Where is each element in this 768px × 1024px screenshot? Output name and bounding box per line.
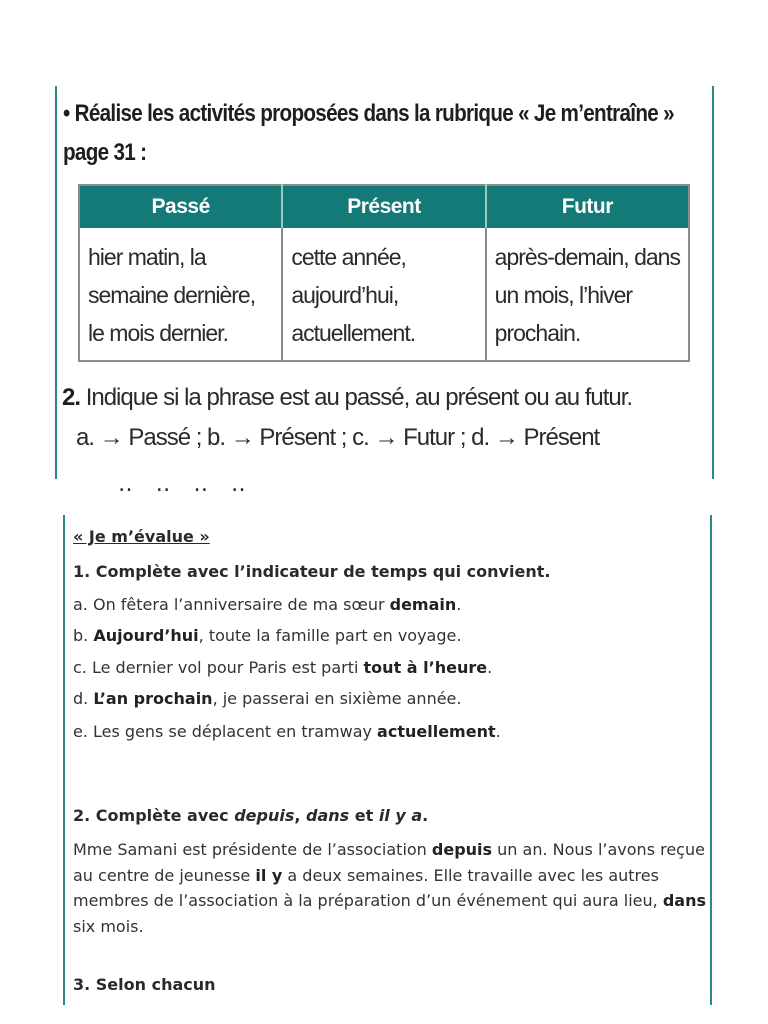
q2-sep-2: et [349, 806, 379, 825]
q2-word-depuis: depuis [234, 806, 295, 825]
para-segment: six mois. [73, 916, 144, 936]
para-answer: il y [255, 865, 283, 885]
list-item [73, 722, 501, 741]
section-heading: « Je m’évalue » [73, 527, 210, 546]
item-text-end: , je passerai en sixième année. [212, 689, 462, 708]
item-answer: L’an prochain [93, 689, 213, 708]
exercise-2-instruction [62, 384, 632, 412]
table-row [79, 228, 689, 361]
item-answer: actuellement [377, 722, 496, 741]
q2-word-dans: dans [306, 806, 350, 825]
exercise-panel-top [58, 84, 712, 497]
cell-passe: hier matin, la semaine dernière, le mois dernier. [79, 228, 282, 361]
question-2-paragraph [73, 837, 713, 939]
question-3-title: 3. Selon chacun [73, 975, 216, 994]
table-header-row [79, 185, 689, 228]
item-text: a. On fêtera l’anniversaire de ma sœur [73, 595, 390, 614]
question-1-title: 1. Complète avec l’indicateur de temps qui convient. [73, 562, 551, 581]
cropped-text-fragment: ‥ ‥ ‥ ‥ [118, 472, 254, 497]
para-answer: dans [662, 891, 706, 910]
header-futur: Futur [486, 185, 689, 228]
item-text-end: , toute la famille part en voyage. [198, 626, 462, 645]
cell-futur: après-demain, dans un mois, l’hiver prochain. [494, 244, 680, 346]
exercise-2-text: Indique si la phrase est au passé, au présent ou au futur. [85, 384, 633, 411]
para-answer: depuis [431, 840, 493, 859]
item-text: b. [73, 626, 94, 645]
list-item [73, 689, 461, 708]
para-segment: Mme Samani est présidente de l’association [73, 840, 432, 859]
item-text: d. [73, 689, 94, 708]
left-rule-top [55, 86, 57, 479]
item-text: e. Les gens se déplacent en tramway [73, 722, 378, 741]
list-item [73, 626, 461, 645]
tense-table [78, 184, 690, 362]
item-text-end: . [456, 595, 462, 614]
item-answer: tout à l’heure [363, 658, 488, 677]
item-text-end: . [487, 658, 493, 677]
q2-title-suffix: . [422, 806, 429, 825]
activity-title-text: Réalise les activités proposées dans la rubrique « Je m’entraîne » page 31 : [63, 100, 674, 166]
list-item [73, 595, 461, 614]
q2-sep-1: , [294, 806, 306, 825]
question-2-title [73, 806, 428, 825]
item-text: c. Le dernier vol pour Paris est parti [73, 658, 364, 677]
q2-word-il-y-a: il y a [378, 806, 423, 825]
exercise-2-number: 2. [62, 384, 81, 411]
item-text-end: . [495, 722, 501, 741]
exercise-2-answer: a. → Passé ; b. → Présent ; c. → Futur ; d. → Présent [76, 424, 600, 451]
header-passe: Passé [79, 185, 282, 228]
evaluation-panel [0, 515, 768, 1024]
para-segment: un an. Nous l’avons reçue au centre de jeunesse [73, 840, 705, 885]
list-item [73, 658, 492, 677]
item-answer: demain [389, 595, 457, 614]
cell-present: cette année, aujourd’hui, actuellement. [282, 228, 485, 361]
q2-title-prefix: 2. Complète avec [73, 806, 235, 825]
title-bullet: • [63, 100, 70, 127]
activity-title [63, 94, 699, 172]
header-present: Présent [282, 185, 485, 228]
item-answer: Aujourd’hui [93, 626, 199, 645]
right-rule-top [712, 86, 714, 479]
para-segment: a deux semaines. Elle travaille avec les autres membres de l’association à la préparation d’un événement qui aura lieu, [73, 865, 663, 910]
